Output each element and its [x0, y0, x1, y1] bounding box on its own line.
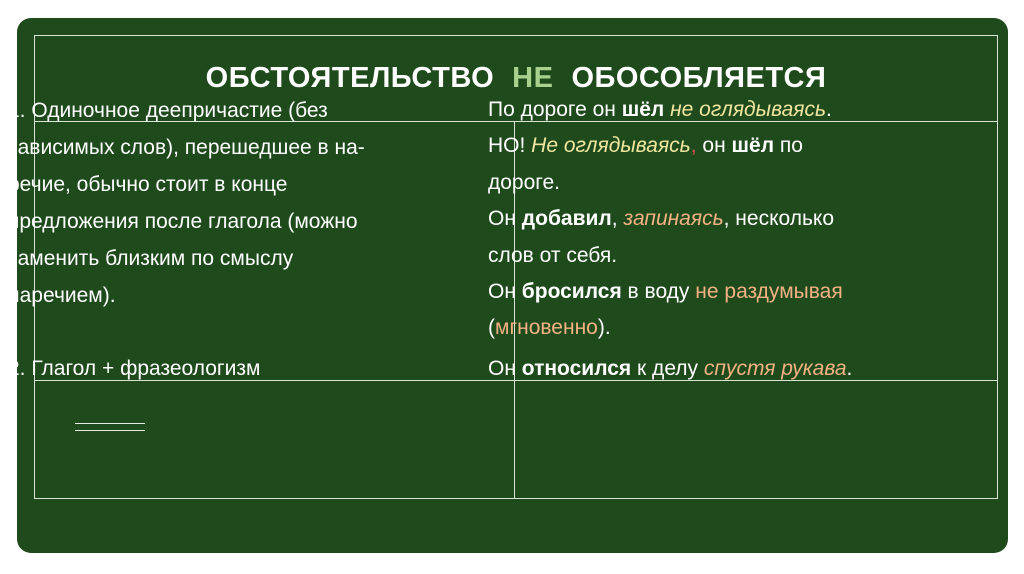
row2-rule-cell: 2. Глагол + фразеологизм [8, 357, 261, 380]
example-line: По дороге он шёл не оглядываясь. [488, 98, 832, 121]
adverbial: не раздумывая [695, 280, 843, 304]
adverbial: запинаясь [623, 207, 724, 231]
rule-line: предложения после глагола (можно [8, 210, 358, 233]
double-underline-mark [75, 423, 145, 431]
verb: относился [521, 357, 632, 380]
example-line: (мгновенно). [488, 316, 611, 340]
adverbial: спустя рукава [703, 357, 847, 380]
rule-line: зависимых слов), перешедшее в на- [8, 136, 365, 159]
title-part-3: ОБОСОБЛЯЕТСЯ [571, 62, 827, 94]
rule-line: речие, обычно стоит в конце [8, 173, 288, 196]
verb: шёл [731, 134, 775, 158]
title-part-1: ОБСТОЯТЕЛЬСТВО [205, 62, 495, 94]
comma-mark: , [690, 134, 697, 158]
row1-rule-cell [8, 92, 468, 314]
adverbial: мгновенно [495, 316, 598, 340]
adverbial: Не оглядываясь [531, 134, 691, 158]
example-line: Он бросился в воду не раздумывая [488, 280, 843, 304]
title-part-ne: НЕ [512, 62, 554, 94]
rule-line: наречием). [8, 284, 116, 307]
row1-example-cell [488, 92, 956, 347]
example-line: слов от себя. [488, 243, 618, 267]
adverbial: не оглядываясь [670, 98, 827, 121]
example-line: дороге. [488, 170, 561, 194]
row2-example-cell: Он относился к делу спустя рукава. [488, 357, 853, 380]
verb: шёл [621, 98, 665, 121]
rule-line: 1. Одиночное деепричастие (без [8, 99, 328, 122]
rule-line: заменить близким по смыслу [8, 247, 294, 270]
verb: добавил [521, 207, 612, 231]
example-line: Он добавил, запинаясь, несколько [488, 207, 835, 231]
verb: бросился [521, 280, 622, 304]
example-line: НО! Не оглядываясь, он шёл по [488, 134, 803, 158]
